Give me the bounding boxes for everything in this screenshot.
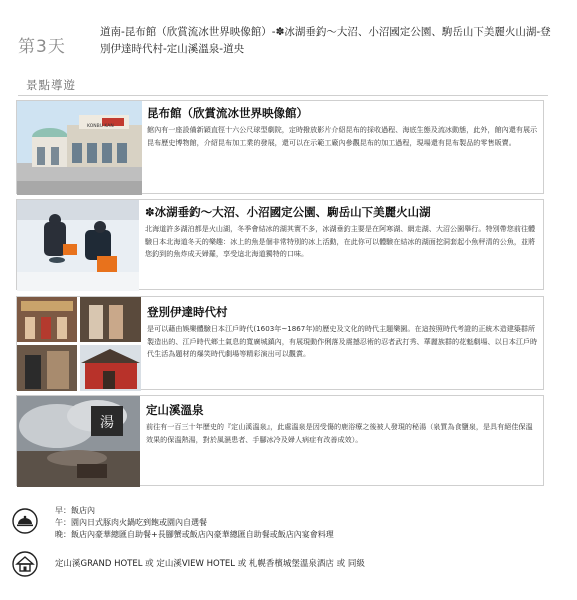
- ice-fishing-photo: [17, 200, 139, 291]
- spot-description: 北海道許多湖泊都是火山湖，冬季會結冰的湖其實不多，冰湖垂釣主要是在阿寒湖、網走湖、大沼公園舉行。特別帶您前往體驗日本北海道冬天的樂趣：冰上的魚是個非常特別的冰上活動，在此你可以體驗在結冰的湖面挖洞套起小魚秤清的公魚，並將您釣到的魚炸成天婦羅，享受這北海道獨特的口味。: [145, 224, 536, 258]
- section-title: 景點導遊: [26, 78, 76, 92]
- meal-cloche-icon: [12, 508, 38, 534]
- meals-info: [55, 505, 334, 541]
- spot-description: 館內有一座設備新穎直徑十六公尺球型劇院，定時撥放影片介紹昆布的採收過程、海底生態及流冰動態，此外，館內還有展示昆布歷史博物館，介紹昆布加工業的發展，還可以在示範工廠內參觀昆布的加工過程，現場還有昆布製品的零售販賣。: [147, 125, 538, 147]
- spot-title: ✽冰湖垂釣～大沼、小沼國定公園、駒岳山下美麗火山湖: [145, 205, 431, 219]
- lunch-text: 午：園內日式豚肉火鍋吃到飽或園內自選餐: [55, 518, 207, 527]
- section-divider: [18, 95, 548, 96]
- hotel-icon: [12, 551, 38, 577]
- jozankei-onsen-photo: [17, 396, 140, 487]
- spot-description: 前往有一百三十年歷史的『定山溪溫泉』，此處溫泉是因受傷的鹿浴療之後被人發現的秘湯（泉質為食鹽泉，是具有絕佳保溫效果的保溫熱湯，對於風濕患者、手腳冰冷及婦人病症有改善成效）。: [146, 422, 533, 444]
- spot-title: 登別伊達時代村: [147, 305, 228, 319]
- dinner-text: 晚：飯店內豪華總匯自助餐+長腳蟹或飯店內豪華總匯自助餐或飯店內宴會料理: [55, 530, 334, 539]
- spot-card-jozankei-onsen: [16, 395, 544, 486]
- konbukan-photo: [17, 101, 142, 195]
- route-description: 道南-昆布館（欣賞流冰世界映像館）-✽冰湖垂釣～大沼、小沼國定公園、駒岳山下美麗火山湖-登別伊達時代村-定山溪溫泉-道央: [100, 26, 551, 55]
- onsen-sign: 湯: [100, 415, 114, 431]
- hotel-info: 定山溪GRAND HOTEL 或 定山溪VIEW HOTEL 或 札幌香檳城堡溫泉酒店 或 同級: [55, 559, 365, 569]
- spot-title: 定山溪溫泉: [146, 403, 204, 417]
- spot-title: 昆布館（欣賞流冰世界映像館）: [147, 106, 308, 120]
- spot-card-date-jidaimura: [16, 296, 544, 390]
- building-sign: KONBU KAN: [87, 124, 114, 129]
- spot-card-ice-fishing: [16, 199, 544, 290]
- spot-description: 是可以藉由娛樂體驗日本江戶時代(1603年~1867年)的歷史及文化的時代主題樂園。在這按照時代考證的正統木造建築群所製造出的、江戶時代鄉土氣息的寬廣城鎮內，有展現動作俐落及震撼忍術的忍者武打秀、華麗族群的花魁劇場、以日本江戶時代生活為題材的爆笑時代劇場等精彩演出可以觀賞。: [147, 324, 538, 358]
- spot-card-konbukan: [16, 100, 544, 194]
- breakfast-text: 早：飯店內: [55, 506, 95, 515]
- day-label: 第3天: [18, 37, 66, 57]
- jidaimura-photo-collage: [17, 297, 141, 391]
